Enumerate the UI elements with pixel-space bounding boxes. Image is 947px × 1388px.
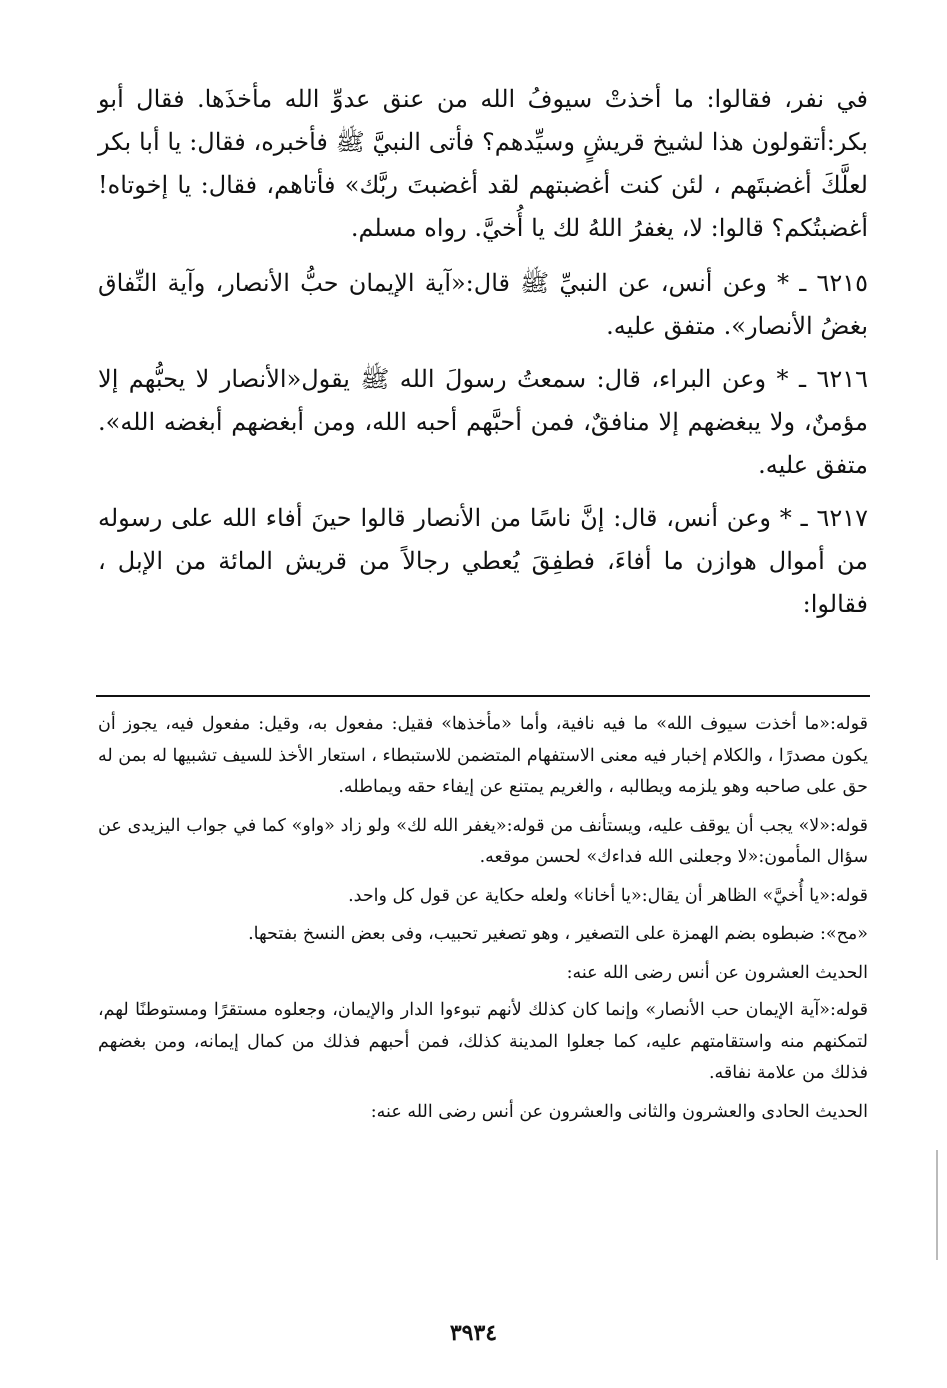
hadith-6215: ٦٢١٥ ـ * وعن أنس، عن النبيِّ ﷺ قال:«آية الإيمان حبُّ الأنصار، وآية النِّفاق بغضُ الأنصار». متفق عليه.	[98, 269, 868, 340]
note-paragraph: قوله:«ما أخذت سيوف الله» ما فيه نافية، وأما «مأخذها» فقيل: مفعول به، وقيل: مفعول فيه، يجوز أن يكون مصدرًا ، والكلام إخبار فيه معنى الاستفهام المتضمن للاستبطاء ، استعار الأخذ للسيف تشبيها له بمن له حق على صاحبه وهو يلزمه ويطالبه ، والغريم يمتنع عن إيفاء حقه ويماطله.	[98, 714, 868, 797]
note-heading: الحديث العشرون عن أنس رضى الله عنه:	[566, 962, 868, 983]
note-paragraph: قوله:«لا» يجب أن يوقف عليه، ويستأنف من قوله:«يغفر الله لك» ولو زاد «واو» كما في جواب اليزيدى عن سؤال المأمون:«لا وجعلنى الله فداءك» لحسن موقعه.	[98, 815, 868, 867]
main-text	[98, 78, 868, 636]
note-paragraph: قوله:«آية الإيمان حب الأنصار» وإنما كان كذلك لأنهم تبوءوا الدار والإيمان، وجعلوه مستقرًا ومستوطنًا لهم، لتمكنهم منه واستقامتهم عليه، كما جعلوا المدينة كذلك، فمن أحبهم فذلك من كمال إيمانه، ومن بغضهم فذلك من علامة نفاقه.	[98, 1000, 868, 1083]
hadith-6217: ٦٢١٧ ـ * وعن أنس، قال: إنَّ ناسًا من الأنصار قالوا حينَ أفاء الله على رسوله من أموال هوازن ما أفاءَ، فطفِقَ يُعطي رجالاً من قريش المائة من الإبل ، فقالوا:	[98, 504, 868, 618]
scan-edge-mark	[936, 1150, 938, 1260]
page-number: ٣٩٣٤	[449, 1320, 498, 1346]
hadith-6216: ٦٢١٦ ـ * وعن البراء، قال: سمعتُ رسولَ الله ﷺ يقول«الأنصار لا يحبُّهم إلا مؤمنٌ، ولا يبغضهم إلا منافقٌ، فمن أحبَّهم أحبه الله، ومن أبغضهم أبغضه الله». متفق عليه.	[98, 365, 868, 479]
note-heading: الحديث الحادى والعشرون والثانى والعشرون عن أنس رضى الله عنه:	[370, 1101, 868, 1122]
note-paragraph: «مح»: ضبطوه بضم الهمزة على التصغير ، وهو تصغير تحبيب، وفى بعض النسخ بفتحها.	[248, 924, 868, 944]
commentary-notes	[98, 709, 868, 1134]
hadith-paragraph: في نفر، فقالوا: ما أخذتْ سيوفُ الله من عنق عدوِّ الله مأخذَها. فقال أبو بكر:أتقولون هذا لشيخ قريشٍ وسيِّدهم؟ فأتى النبيَّ ﷺ فأخبره، فقال: يا أبا بكر لعلَّكَ أغضبتَهم ، لئن كنت أغضبتهم لقد أغضبتَ ربَّك» فأتاهم، فقال: يا إخوتاه! أغضبتُكم؟ قالوا: لا، يغفرُ اللهُ لك يا أُخيَّ. رواه مسلم.	[98, 85, 868, 242]
footnote-separator	[96, 695, 870, 697]
note-paragraph: قوله:«يا أُخيَّ» الظاهر أن يقال:«يا أخانا» ولعله حكاية عن قول كل واحد.	[348, 885, 868, 906]
